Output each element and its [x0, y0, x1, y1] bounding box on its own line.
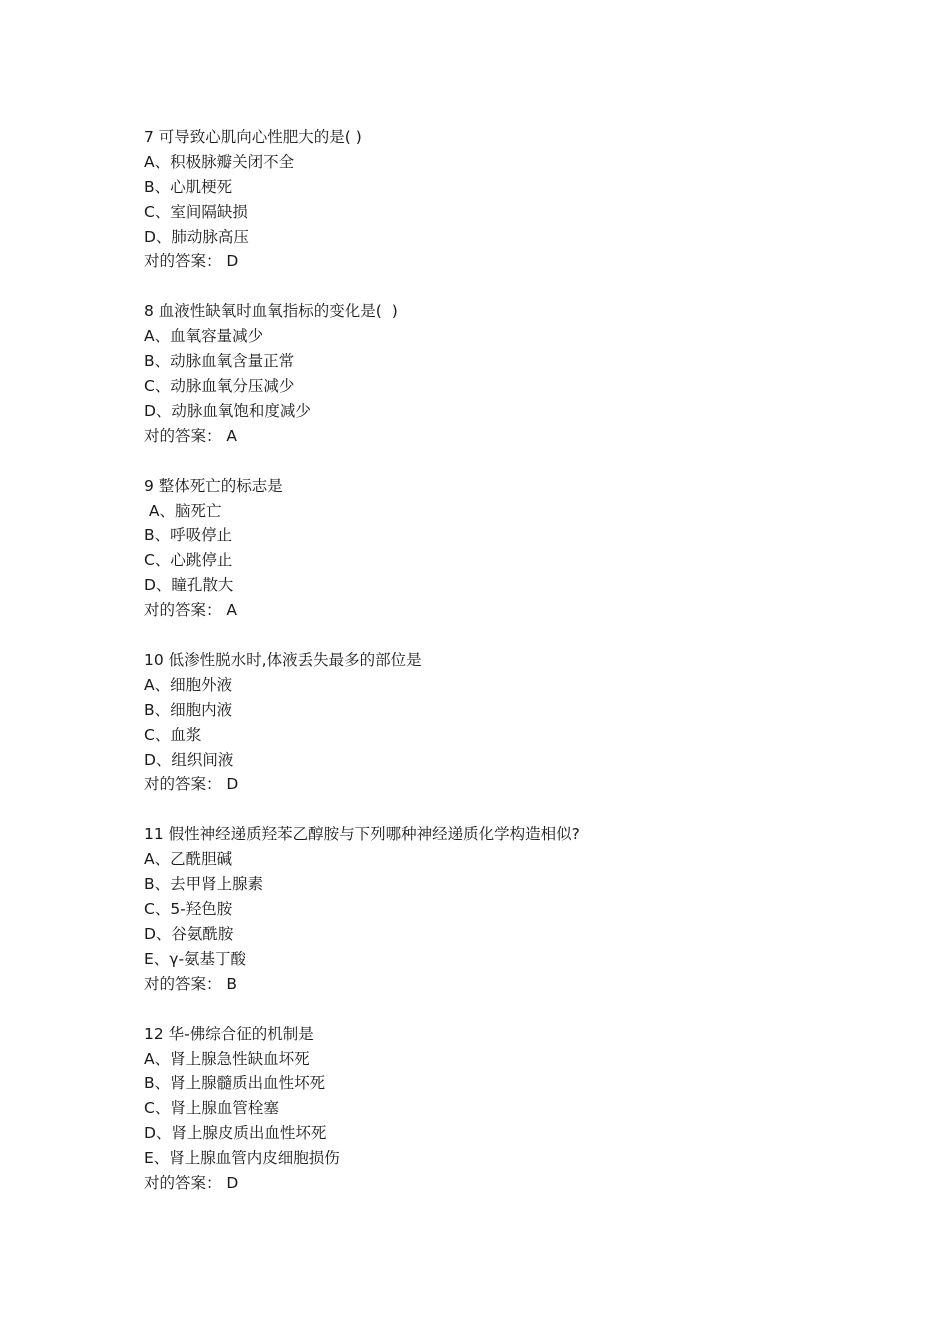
- correct-answer: 对的答案： D: [144, 252, 239, 271]
- question-title: 9 整体死亡的标志是: [144, 476, 283, 495]
- answer-option: C、心跳停止: [144, 551, 233, 570]
- answer-option: D、组织间液: [144, 750, 234, 769]
- answer-option: B、细胞内液: [144, 700, 233, 719]
- answer-option: B、动脉血氧含量正常: [144, 352, 295, 371]
- answer-option: D、肺动脉高压: [144, 227, 249, 246]
- answer-option: C、室间隔缺损: [144, 202, 248, 221]
- answer-option: B、肾上腺髓质出血性坏死: [144, 1074, 326, 1093]
- answer-option: D、肾上腺皮质出血性坏死: [144, 1124, 327, 1143]
- answer-option: A、脑死亡: [144, 501, 222, 520]
- answer-option: B、去甲肾上腺素: [144, 875, 264, 894]
- question-block: [144, 299, 904, 448]
- answer-option: A、乙酰胆碱: [144, 850, 233, 869]
- document-body: [144, 125, 904, 1221]
- answer-option: C、血浆: [144, 725, 202, 744]
- question-title: 12 华-佛综合征的机制是: [144, 1024, 314, 1043]
- answer-option: E、肾上腺血管内皮细胞损伤: [144, 1149, 340, 1168]
- answer-option: C、动脉血氧分压减少: [144, 377, 295, 396]
- question-block: [144, 125, 904, 274]
- answer-option: E、γ-氨基丁酸: [144, 949, 247, 968]
- answer-option: D、动脉血氧饱和度减少: [144, 401, 311, 420]
- question-title: 11 假性神经递质羟苯乙醇胺与下列哪种神经递质化学构造相似?: [144, 825, 580, 844]
- question-block: [144, 648, 904, 797]
- answer-option: C、5-羟色胺: [144, 900, 233, 919]
- answer-option: B、心肌梗死: [144, 177, 233, 196]
- correct-answer: 对的答案： D: [144, 1173, 239, 1192]
- correct-answer: 对的答案： A: [144, 601, 238, 620]
- answer-option: A、肾上腺急性缺血坏死: [144, 1049, 310, 1068]
- question-block: [144, 822, 904, 996]
- answer-option: A、积极脉瓣关闭不全: [144, 152, 295, 171]
- question-block: [144, 1022, 904, 1196]
- question-title: 7 可导致心肌向心性肥大的是( ): [144, 128, 362, 146]
- answer-option: A、细胞外液: [144, 675, 233, 694]
- question-block: [144, 474, 904, 623]
- correct-answer: 对的答案： B: [144, 974, 238, 993]
- answer-option: D、谷氨酰胺: [144, 924, 234, 943]
- question-title: 10 低渗性脱水时,体液丢失最多的部位是: [144, 651, 422, 670]
- answer-option: A、血氧容量减少: [144, 327, 264, 346]
- answer-option: D、瞳孔散大: [144, 576, 234, 595]
- correct-answer: 对的答案： D: [144, 775, 239, 794]
- correct-answer: 对的答案： A: [144, 426, 238, 445]
- question-title: 8 血液性缺氧时血氧指标的变化是( ): [144, 302, 398, 321]
- answer-option: C、肾上腺血管栓塞: [144, 1099, 279, 1118]
- answer-option: B、呼吸停止: [144, 526, 233, 545]
